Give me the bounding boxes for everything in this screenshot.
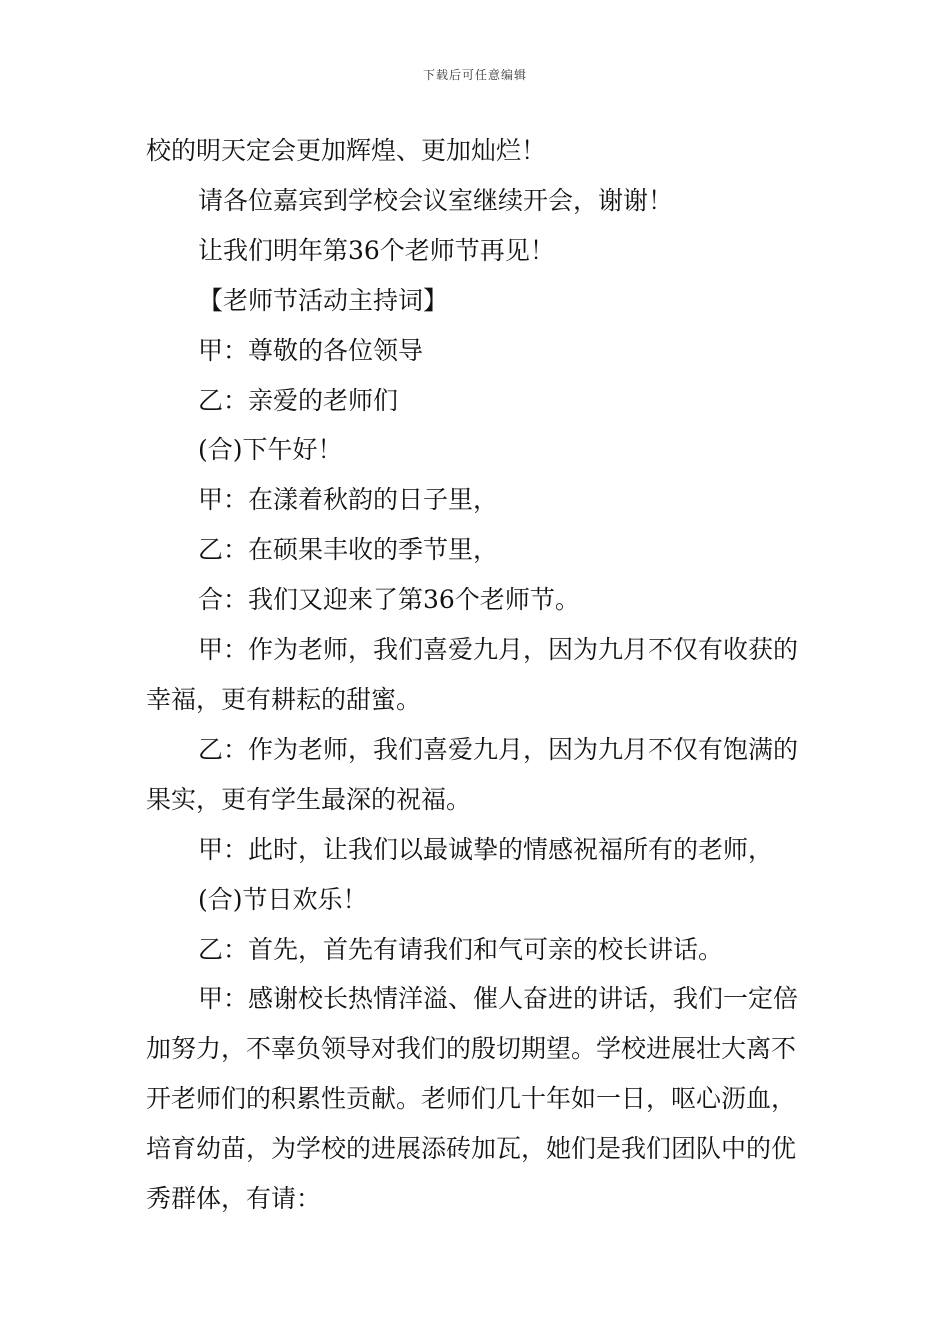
paragraph: 合：我们又迎来了第36个老师节。 [198,585,580,615]
document-body [146,126,810,1224]
paragraph: 甲：尊敬的各位领导 [198,335,424,365]
paragraph: 请各位嘉宾到学校会议室继续开会，谢谢！ [198,185,674,215]
paragraph: 甲：作为老师，我们喜爱九月，因为九月不仅有收获的幸福，更有耕耘的甜蜜。 [146,635,799,714]
paragraph: 乙：首先，首先有请我们和气可亲的校长讲话。 [198,934,724,964]
paragraph: 校的明天定会更加辉煌、更加灿烂！ [146,136,547,165]
paragraph: (合)下午好！ [198,435,343,465]
paragraph: 乙：在硕果丰收的季节里， [198,535,499,565]
paragraph: 让我们明年第36个老师节再见！ [198,235,555,265]
page-header: 下载后可任意编辑 [422,68,527,82]
paragraph: 甲：感谢校长热情洋溢、催人奋进的讲话，我们一定倍加努力，不辜负领导对我们的殷切期望。学校进展壮大离不开老师们的积累性贡献。老师们几十年如一日，呕心沥血，培育幼苗，为学校的进展添砖加瓦，她们是我们团队中的优秀群体，有请： [146,984,799,1214]
paragraph: 甲：此时，让我们以最诚挚的情感祝福所有的老师， [198,834,774,864]
paragraph: 乙：亲爱的老师们 [198,385,399,415]
paragraph: 乙：作为老师，我们喜爱九月，因为九月不仅有饱满的果实，更有学生最深的祝福。 [146,734,799,814]
paragraph: 甲：在漾着秋韵的日子里， [198,485,499,515]
section-heading: 【老师节活动主持词】 [198,285,449,315]
paragraph: (合)节日欢乐！ [198,884,368,914]
